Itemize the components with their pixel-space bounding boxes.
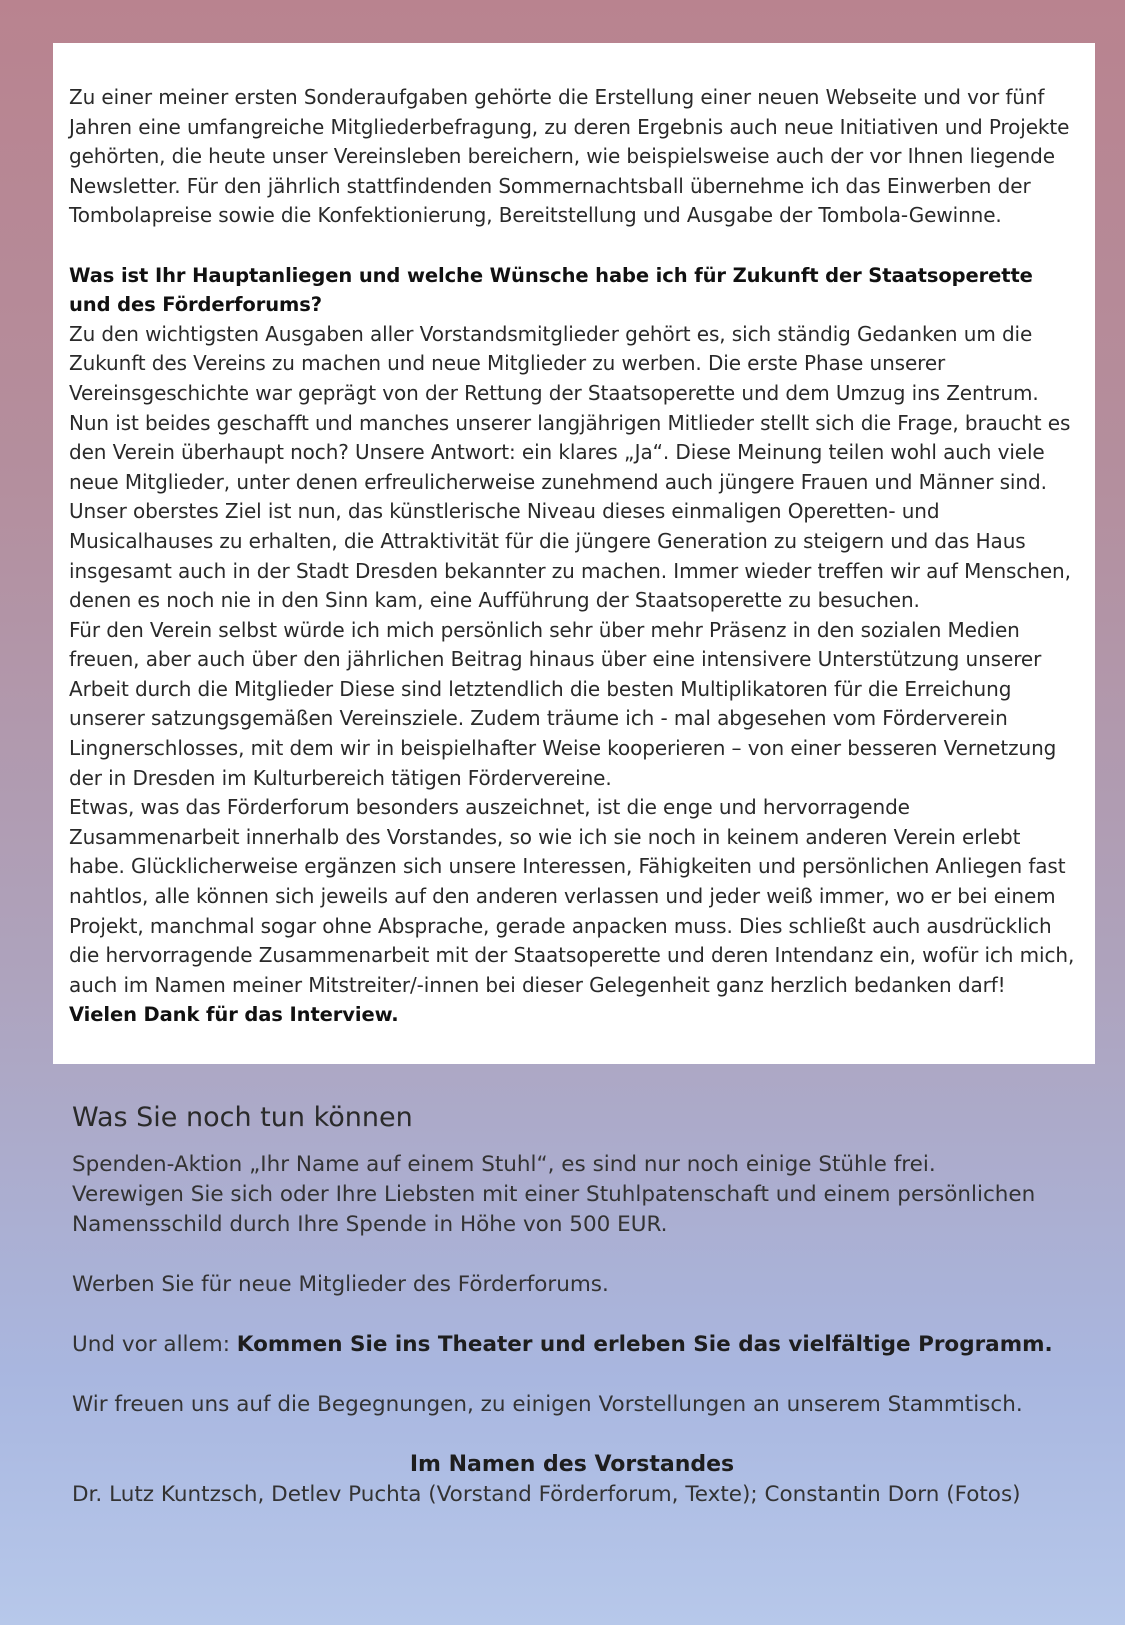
interview-paragraph: Für den Verein selbst würde ich mich persönlich sehr über mehr Präsenz in den sozialen Medien freuen, aber auch über den jährlichen Beitrag hinaus über eine intensivere Unterstützung unserer Arbeit durch die Mitglieder Diese sind letztendlich die besten Multiplikatoren für die Erreichung unserer satzungsgemäßen Vereinsziele. Zudem träume ich - mal abgesehen vom Förderverein Lingnerschlosses, mit dem wir in beispielhafter Weise kooperieren – von einer besseren Vernetzung der in Dresden im Kulturbereich tätigen Fördervereine. xyxy=(69,617,1057,790)
interview-paragraph: Zu einer meiner ersten Sonderaufgaben gehörte die Erstellung einer neuen Webseite und vor fünf Jahren eine umfangreiche Mitgliederbefragung, zu deren Ergebnis auch neue Initiativen und Projekte gehörten, die heute unser Vereinsleben bereichern, wie beispielsweise auch der vor Ihnen liegende Newsletter. Für den jährlich stattfindenden Sommernachtsball übernehme ich das Einwerben der Tombolapreise sowie die Konfektionierung, Bereitstellung und Ausgabe der Tombola-Gewinne. xyxy=(69,85,1070,228)
section-heading: Was Sie noch tun können xyxy=(72,1102,413,1133)
recruit-text: Werben Sie für neue Mitglieder des Förderforums. xyxy=(72,1272,609,1297)
donation-text xyxy=(72,1150,1072,1240)
spacer xyxy=(72,1240,1072,1270)
above-all-emphasis: Kommen Sie ins Theater und erleben Sie das vielfältige Programm. xyxy=(236,1332,1053,1357)
meet-text: Wir freuen uns auf die Begegnungen, zu einigen Vorstellungen an unserem Stammtisch. xyxy=(72,1392,1023,1417)
credits-line: Dr. Lutz Kuntzsch, Detlev Puchta (Vorstand Förderforum, Texte); Constantin Dorn (Fotos) xyxy=(72,1482,1021,1507)
interview-card xyxy=(53,43,1095,1064)
above-all-prefix: Und vor allem: xyxy=(72,1332,237,1357)
spacer xyxy=(72,1300,1072,1330)
interview-question: Was ist Ihr Hauptanliegen und welche Wünsche habe ich für Zukunft der Staatsoperette und des Förderforums? xyxy=(69,263,1033,317)
call-to-action-section xyxy=(72,1100,1072,1510)
donation-line-2: Verewigen Sie sich oder Ihre Liebsten mit einer Stuhlpatenschaft und einem persönlichen Namensschild durch Ihre Spende in Höhe von 500 EUR. xyxy=(72,1182,1036,1237)
interview-paragraph: Etwas, was das Förderforum besonders auszeichnet, ist die enge und hervorragende Zusammenarbeit innerhalb des Vorstandes, so wie ich sie noch in keinem anderen Verein erlebt habe. Glücklicherweise ergänzen sich unsere Interessen, Fähigkeiten und persönlichen Anliegen fast nahtlos, alle können sich jeweils auf den anderen verlassen und jeder weiß immer, wo er bei einem Projekt, manchmal sogar ohne Absprache, gerade anpacken muss. Dies schließt auch ausdrücklich die hervorragende Zusammenarbeit mit der Staatsoperette und deren Intendanz ein, wofür ich mich, auch im Namen meiner Mitstreiter/-innen bei dieser Gelegenheit ganz herzlich bedanken darf! xyxy=(69,795,1075,997)
donation-line-1: Spenden-Aktion „Ihr Name auf einem Stuhl“, es sind nur noch einige Stühle frei. xyxy=(72,1152,936,1177)
signature-heading: Im Namen des Vorstandes xyxy=(409,1452,735,1477)
above-all-text xyxy=(72,1330,1072,1360)
interview-paragraph: Zu den wichtigsten Ausgaben aller Vorstandsmitglieder gehört es, sich ständig Gedanken um die Zukunft des Vereins zu machen und neue Mitglieder zu werben. Die erste Phase unserer Vereinsgeschichte war geprägt von der Rettung der Staatsoperette und dem Umzug ins Zentrum. Nun ist beides geschafft und manches unserer langjährigen Mitlieder stellt sich die Frage, braucht es den Verein überhaupt noch? Unsere Antwort: ein klares „Ja“. Diese Meinung teilen wohl auch viele neue Mitglieder, unter denen erfreulicherweise zunehmend auch jüngere Frauen und Männer sind. Unser oberstes Ziel ist nun, das künstlerische Niveau dieses einmaligen Operetten- und Musicalhauses zu erhalten, die Attraktivität für die jüngere Generation zu steigern und das Haus insgesamt auch in der Stadt Dresden bekannter zu machen. Immer wieder treffen wir auf Menschen, denen es noch nie in den Sinn kam, eine Aufführung der Staatsoperette zu besuchen. xyxy=(69,321,1071,613)
spacer xyxy=(72,1360,1072,1390)
spacer xyxy=(69,231,1079,261)
spacer xyxy=(72,1420,1072,1450)
interview-closing: Vielen Dank für das Interview. xyxy=(69,1003,399,1027)
